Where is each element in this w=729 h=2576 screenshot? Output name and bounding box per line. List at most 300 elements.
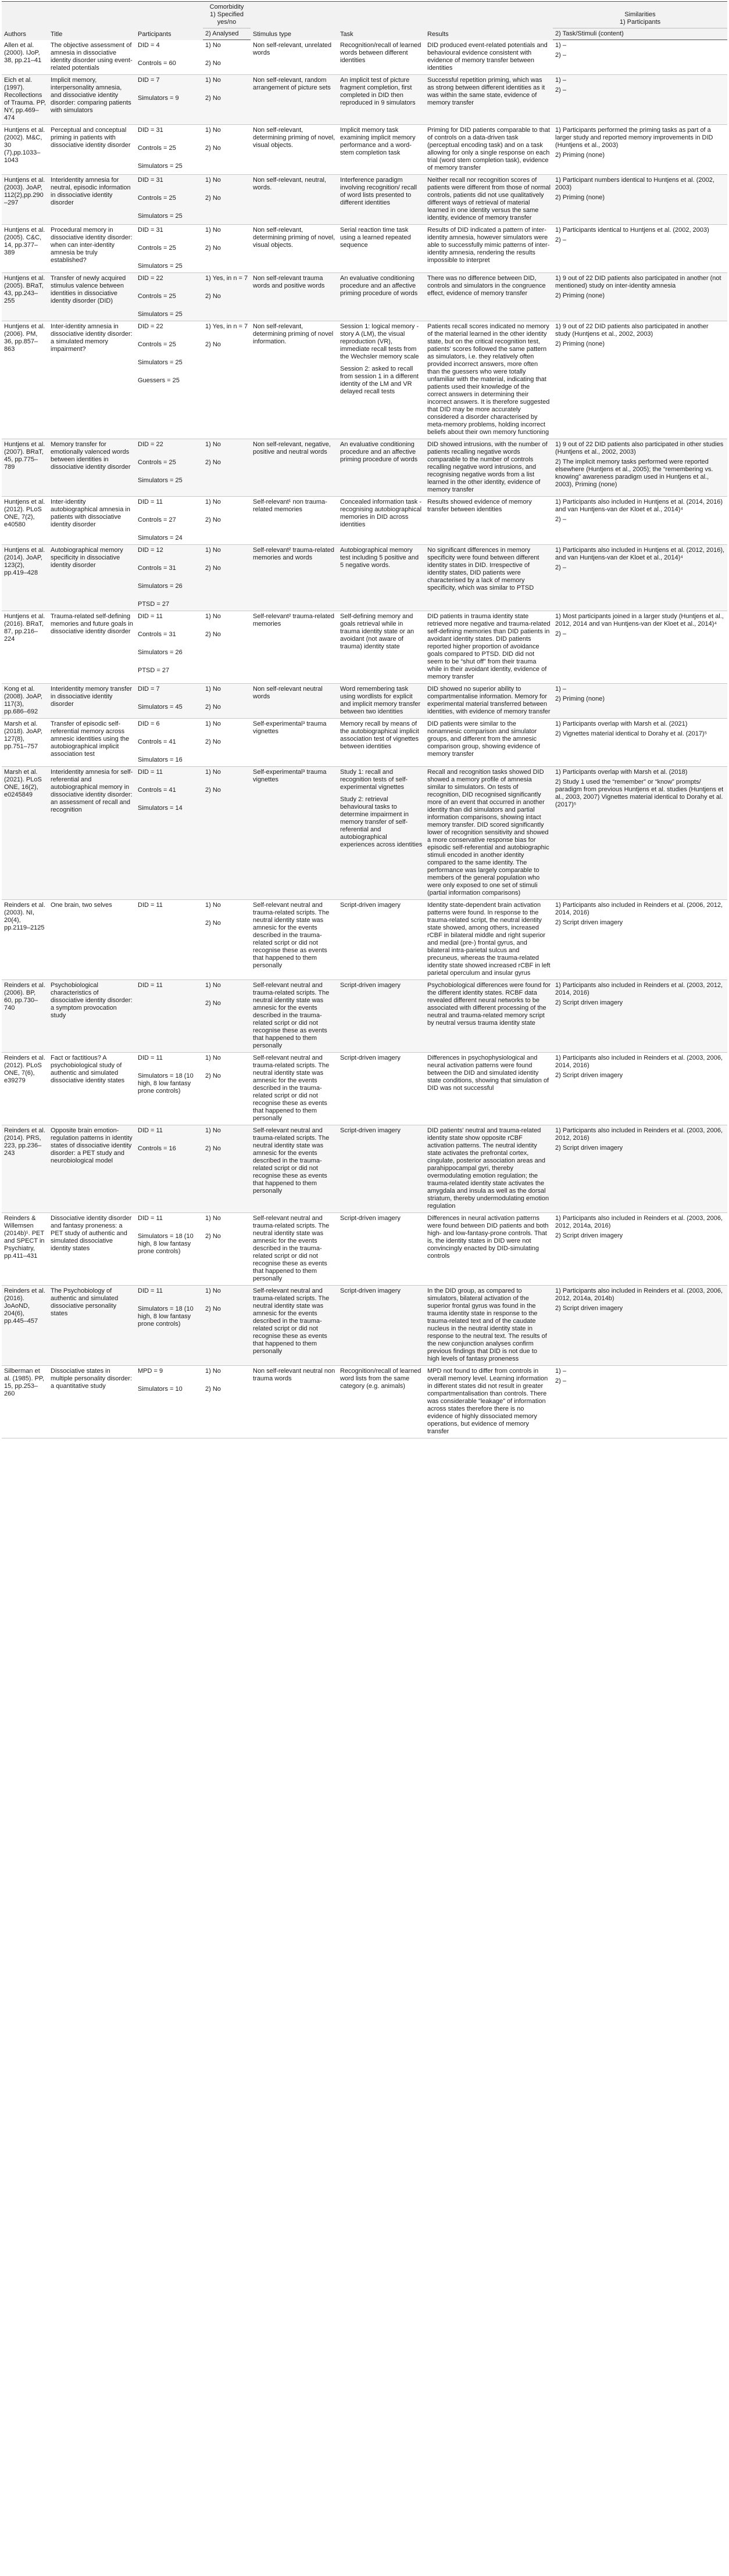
- cell-comorbidity: [203, 1285, 251, 1365]
- participant-group: DID = 11: [138, 1287, 163, 1294]
- comorbidity-value: 1) No: [205, 901, 221, 909]
- participant-group: Controls = 25: [138, 194, 176, 202]
- cell-task: [338, 124, 425, 174]
- similarity-item: 1) –: [555, 1367, 566, 1375]
- cell-comorbidity: [203, 718, 251, 766]
- participant-group: Simulators = 25: [138, 358, 183, 366]
- comorbidity-value: 2) No: [205, 999, 221, 1007]
- cell-stimulus: Self-relevant neutral and trauma-related scripts. The neutral identity state was amnesic for the events described in the trauma-related script or did not recognise these as events that happened to them personally: [251, 899, 338, 980]
- task-text: Recognition/recall of learned word lists from the same category (e.g. animals): [340, 1367, 421, 1390]
- task-text: Session 1: logical memory - story A (LM), the visual reproduction (VR), immediate recall tests from the Wechsler memory scale: [340, 322, 419, 360]
- similarity-item: 2) –: [555, 52, 566, 59]
- table-body: [2, 40, 727, 1438]
- cell-comorbidity: [203, 1052, 251, 1125]
- participant-group: DID = 11: [138, 981, 163, 989]
- participant-group: DID = 31: [138, 226, 163, 234]
- similarity-item: 2) Study 1 used the “remember” or “know” prompts/ paradigm from previous Huntjens et al. studies (Huntjens et al., 2003, 2007) Vignettes material identical to Dorahy et al. (2017)⁵: [555, 778, 724, 808]
- cell-results: [425, 980, 553, 1052]
- similarity-item: 2) Priming (none): [555, 292, 605, 299]
- cell-title: Memory transfer for emotionally valenced words between identities in dissociative identity disorder: [48, 439, 135, 496]
- similarity-item: 2) Priming (none): [555, 340, 605, 347]
- cell-stimulus: Non self-relevant, determining priming of novel, visual objects.: [251, 124, 338, 174]
- similarity-item: 1) Participants also included in Reinders et al. (2003, 2006, 2014, 2016): [555, 1054, 723, 1069]
- participant-group: Controls = 25: [138, 244, 176, 252]
- cell-authors: Marsh et al. (2021). PLoS ONE, 16(2), e0245849: [2, 766, 48, 899]
- result-text: Recall and recognition tasks showed DID showed a memory profile of amnesia similar to simulators. On tests of recognition, DID recognised significantly more of an event that occurred in another identity than did simulators and partial information comparisons, showing intact memory transfer. DID scored significantly lower of recognition sensitivity and showed a more conservative response bias for episodic self-referential and autobiographic stimuli encoded in another identity compared to the same identity. The performance was largely comparable to members of the general population who were only exposed to one set of stimuli (partial information comparisons): [427, 768, 549, 896]
- cell-task: [338, 544, 425, 611]
- result-text: Differences in neural activation patterns were found between DID patients and both high- and low-fantasy-prone controls. That is, the identity states in DID were not convincingly enacted by DID-simulating controls: [427, 1214, 549, 1260]
- task-text: Implicit memory task examining implicit memory performance and a word-stem completion task: [340, 126, 416, 156]
- cell-task: [338, 174, 425, 224]
- cell-comorbidity: [203, 980, 251, 1052]
- cell-authors: Eich et al. (1997). Recollections of Trauma. PP, NY, pp.469–474: [2, 74, 48, 124]
- participant-group: DID = 12: [138, 546, 163, 554]
- result-text: Identity state-dependent brain activation patterns were found. In response to the trauma-related script, the neutral identity state showed, among others, increased rCBF in bilateral middle and right superior and medial (pre-) frontal gyrus, and bilateral intra-parietal sulcus and precuneus, whereas the trauma-related identity state showed increased rCBF in left parietal operculum and insular gyrus: [427, 901, 551, 977]
- cell-stimulus: Self-relevant² trauma-related memories: [251, 611, 338, 683]
- cell-title: Procedural memory in dissociative identity disorder: when can inter-identity amnesia be truly established?: [48, 224, 135, 272]
- table-row: [2, 980, 727, 1052]
- cell-similarities: [553, 1365, 727, 1438]
- participant-group: DID = 22: [138, 274, 163, 282]
- cell-similarities: [553, 766, 727, 899]
- result-text: Differences in psychophysiological and neural activation patterns were found between the DID and simulated identity state conditions, showing that simulation of DID was not successful: [427, 1054, 549, 1092]
- result-text: Results of DID indicated a pattern of inter-identity amnesia, however simulators were able to successfully mimic patterns of inter-identity amnesia, rendering the results impossible to interpret: [427, 226, 550, 264]
- cell-authors: Marsh et al. (2018). JoAP, 127(8), pp.751–757: [2, 718, 48, 766]
- participant-group: Simulators = 26: [138, 648, 183, 656]
- cell-comorbidity: [203, 611, 251, 683]
- cell-task: [338, 1285, 425, 1365]
- similarity-item: 1) Participants also included in Reinders et al. (2003, 2006, 2012, 2016): [555, 1126, 723, 1142]
- cell-stimulus: Self-relevant neutral and trauma-related scripts. The neutral identity state was amnesic for the events described in the trauma-related script or did not recognise these as events that happened to them personally: [251, 980, 338, 1052]
- task-text: Script-driven imagery: [340, 1126, 401, 1134]
- comorbidity-value: 2) No: [205, 244, 221, 252]
- cell-authors: Kong et al. (2008). JoAP, 117(3), pp.686–692: [2, 683, 48, 718]
- cell-title: Interidentity memory transfer in dissociative identity disorder: [48, 683, 135, 718]
- cell-results: [425, 544, 553, 611]
- similarity-item: 2) Priming (none): [555, 695, 605, 702]
- task-text: Autobiographical memory test including 5 positive and 5 negative words.: [340, 546, 419, 569]
- comorbidity-value: 2) No: [205, 194, 221, 202]
- similarity-item: 1) Participants identical to Huntjens et al. (2002, 2003): [555, 226, 709, 234]
- similarity-item: 2) –: [555, 86, 566, 94]
- comorbidity-value: 1) No: [205, 76, 221, 84]
- similarity-item: 2) Priming (none): [555, 193, 605, 201]
- cell-results: [425, 40, 553, 75]
- result-text: DID showed intrusions, with the number of patients recalling negative words comparable to the number of controls recalling negative word intrusions, and recognising negative words from a list learned in the other identity, evidence of memory transfer: [427, 440, 548, 493]
- result-text: Successful repetition priming, which was as strong between different identities as it was within the same state, evidence of memory transfer: [427, 76, 545, 106]
- comorbidity-value: 1) No: [205, 1054, 221, 1061]
- task-text: An evaluative conditioning procedure and an affective priming procedure of words: [340, 440, 418, 463]
- cell-results: [425, 174, 553, 224]
- cell-results: [425, 124, 553, 174]
- task-text: Script-driven imagery: [340, 981, 401, 989]
- similarity-item: 2) Script driven imagery: [555, 1304, 623, 1312]
- participant-group: Simulators = 14: [138, 804, 183, 812]
- cell-stimulus: Self-experimental³ trauma vignettes: [251, 718, 338, 766]
- cell-participants: [135, 124, 203, 174]
- result-text: In the DID group, as compared to simulators, bilateral activation of the superior frontal gyrus was found in the trauma identity state in response to the trauma-related text and of the caudate nucleus in the neutral identity state in response to the neutral text. The results of the new conjunction analyses confirm previous findings that DID is not due to high levels of fantasy proneness: [427, 1287, 547, 1362]
- similarity-item: 1) 9 out of 22 DID patients also participated in other studies (Huntjens et al., 2002, 2003): [555, 440, 724, 455]
- cell-participants: [135, 683, 203, 718]
- comorbidity-value: 2) No: [205, 458, 221, 466]
- cell-authors: Reinders et al. (2016). JoAoND, 204(6), pp.445–457: [2, 1285, 48, 1365]
- comorbidity-value: 2) No: [205, 738, 221, 745]
- comorbidity-value: 2) No: [205, 703, 221, 711]
- participant-group: DID = 11: [138, 901, 163, 909]
- participant-group: Simulators = 10: [138, 1385, 183, 1393]
- cell-task: [338, 1212, 425, 1285]
- cell-title: One brain, two selves: [48, 899, 135, 980]
- cell-stimulus: Self-relevant neutral and trauma-related scripts. The neutral identity state was amnesic for the events described in the trauma-related script or did not recognise these as events that happened to them personally: [251, 1212, 338, 1285]
- similarity-item: 1) Participants also included in Reinders et al. (2006, 2012, 2014, 2016): [555, 901, 723, 916]
- comorbidity-value: 1) No: [205, 981, 221, 989]
- cell-results: [425, 272, 553, 321]
- participant-group: Simulators = 25: [138, 162, 183, 170]
- cell-stimulus: Self-experimental³ trauma vignettes: [251, 766, 338, 899]
- cell-authors: Huntjens et al. (2005). C&C, 14, pp.377–389: [2, 224, 48, 272]
- cell-participants: [135, 1285, 203, 1365]
- cell-task: [338, 718, 425, 766]
- cell-authors: Allen et al. (2000). IJoP, 38, pp.21–41: [2, 40, 48, 75]
- similarity-item: 2) Script driven imagery: [555, 919, 623, 926]
- cell-authors: Huntjens et al. (2014). JoAP, 123(2), pp.419–428: [2, 544, 48, 611]
- cell-comorbidity: [203, 174, 251, 224]
- participant-group: DID = 4: [138, 41, 160, 49]
- cell-results: [425, 1212, 553, 1285]
- comorbidity-value: 2) No: [205, 516, 221, 523]
- table-row: [2, 74, 727, 124]
- task-text: Script-driven imagery: [340, 1287, 401, 1294]
- participant-group: DID = 7: [138, 76, 160, 84]
- cell-stimulus: Non self-relevant, determining priming of novel information.: [251, 321, 338, 439]
- cell-stimulus: Non self-relevant, determining priming of novel, visual objects.: [251, 224, 338, 272]
- table-row: [2, 496, 727, 544]
- col-header-task: Task: [338, 2, 425, 40]
- cell-similarities: [553, 1285, 727, 1365]
- result-text: Patients recall scores indicated no memory of the material learned in the other identity state, but on the critical recognition test, patients' scores followed the same pattern as simulators, i.e. they relatively often provided incorrect answers, more often than the guessers who were totally unfamiliar with the material, indicating that patients used their knowledge of the correct answers in determining their incorrect answers. It is therefore suggested that DID may be more accurately considered a disorder characterised by meta-memory problems, holding incorrect beliefs about their own memory functioning: [427, 322, 550, 436]
- participant-group: Controls = 31: [138, 564, 176, 572]
- participant-group: Controls = 41: [138, 786, 176, 794]
- cell-task: [338, 496, 425, 544]
- cell-authors: Huntjens et al. (2003). JoAP, 112(2),pp.290–297: [2, 174, 48, 224]
- cell-similarities: [553, 683, 727, 718]
- comorbidity-value: 2) No: [205, 144, 221, 152]
- result-text: Neither recall nor recognition scores of patients were different from those of normal controls, patients did not use qualitatively different ways of retrieval of material learned in one identity versus the same identity, evidence of memory transfer: [427, 176, 551, 221]
- cell-similarities: [553, 124, 727, 174]
- cell-task: [338, 439, 425, 496]
- similarity-item: 1) Participants overlap with Marsh et al. (2021): [555, 720, 688, 727]
- cell-task: [338, 899, 425, 980]
- participant-group: Simulators = 25: [138, 262, 183, 270]
- participant-group: Controls = 25: [138, 144, 176, 152]
- comorbidity-value: 2) No: [205, 1232, 221, 1240]
- comorbidity-value: 1) No: [205, 1287, 221, 1294]
- cell-results: [425, 1365, 553, 1438]
- cell-stimulus: Self-relevant neutral and trauma-related scripts. The neutral identity state was amnesic for the events described in the trauma-related script or did not recognise these as events that happened to them personally: [251, 1285, 338, 1365]
- col-header-title: Title: [48, 2, 135, 40]
- cell-task: [338, 224, 425, 272]
- cell-participants: [135, 1365, 203, 1438]
- cell-title: Implicit memory, interpersonality amnesia, and dissociative identity disorder: comparing patients with simulators: [48, 74, 135, 124]
- participant-group: DID = 6: [138, 720, 160, 727]
- cell-title: Fact or factitious? A psychobiological study of authentic and simulated dissociative identity states: [48, 1052, 135, 1125]
- participant-group: Controls = 31: [138, 630, 176, 638]
- comorbidity-value: 2) No: [205, 60, 221, 67]
- similarity-item: 1) Participants also included in Reinders et al. (2003, 2012, 2014, 2016): [555, 981, 723, 996]
- table-row: [2, 174, 727, 224]
- cell-participants: [135, 174, 203, 224]
- cell-participants: [135, 766, 203, 899]
- cell-results: [425, 496, 553, 544]
- cell-task: [338, 321, 425, 439]
- similarity-item: 1) Participants also included in Reinders et al. (2003, 2006, 2012, 2014a, 2014b): [555, 1287, 723, 1302]
- result-text: DID showed no superior ability to compartmentalise information. Memory for experimental material transferred between identities, with evidence of memory transfer: [427, 685, 551, 715]
- cell-title: The objective assessment of amnesia in dissociative identity disorder using event-related potentials: [48, 40, 135, 75]
- table-row: [2, 224, 727, 272]
- result-text: No significant differences in memory specificity were found between different identity states in DID. Irrespective of identity states, DID patients were characterised by a lack of memory specificity, which was similar to PTSD: [427, 546, 539, 591]
- cell-participants: [135, 40, 203, 75]
- similarity-item: 2) Priming (none): [555, 151, 605, 159]
- similarity-item: 1) 9 out of 22 DID patients also participated in another (not mentioned) study on inter-identity amnesia: [555, 274, 721, 289]
- similarity-item: 1) Participants performed the priming tasks as part of a larger study and reported memory improvements in DID (Huntjens et al., 2003): [555, 126, 713, 149]
- cell-stimulus: Self-relevant neutral and trauma-related scripts. The neutral identity state was amnesic for the events described in the trauma-related script or did not recognise these as events that happened to them personally: [251, 1052, 338, 1125]
- comorbidity-value: 2) No: [205, 1385, 221, 1393]
- comorbidity-value: 2) No: [205, 1305, 221, 1312]
- participant-group: DID = 7: [138, 685, 160, 693]
- cell-title: Interidentity amnesia for self-referential and autobiographical memory in dissociative identity disorder: an assessment of recall and recognition: [48, 766, 135, 899]
- cell-task: [338, 683, 425, 718]
- table-row: [2, 272, 727, 321]
- cell-similarities: [553, 496, 727, 544]
- table-row: [2, 1052, 727, 1125]
- cell-participants: [135, 496, 203, 544]
- task-text: An implicit test of picture fragment completion, first completed in DID then reproduced in 9 simulators: [340, 76, 416, 106]
- cell-similarities: [553, 224, 727, 272]
- cell-task: [338, 611, 425, 683]
- cell-similarities: [553, 1052, 727, 1125]
- participant-group: Controls = 25: [138, 340, 176, 348]
- task-text: Concealed information task - recognising autobiographical memories in DID across identities: [340, 498, 422, 528]
- participant-group: Simulators = 25: [138, 212, 183, 220]
- similarity-item: 1) –: [555, 76, 566, 84]
- cell-authors: Huntjens et al. (2005). BRaT, 43, pp.243–255: [2, 272, 48, 321]
- cell-task: [338, 40, 425, 75]
- similarity-item: 2) Script driven imagery: [555, 999, 623, 1006]
- cell-participants: [135, 611, 203, 683]
- table-row: [2, 683, 727, 718]
- table-row: [2, 1212, 727, 1285]
- participant-group: Controls = 25: [138, 458, 176, 466]
- participant-group: DID = 11: [138, 498, 163, 505]
- result-text: DID patients were similar to the nonamnesic comparison and simulator groups, and different from the amnesic comparison group, showing evidence of memory transfer: [427, 720, 540, 758]
- cell-comorbidity: [203, 272, 251, 321]
- cell-similarities: [553, 980, 727, 1052]
- cell-similarities: [553, 439, 727, 496]
- cell-comorbidity: [203, 544, 251, 611]
- cell-participants: [135, 439, 203, 496]
- task-text: Self-defining memory and goals retrieval while in trauma identity state or an avoidant (not aware of trauma) identity state: [340, 612, 414, 650]
- cell-authors: Reinders et al. (2006). BP, 60, pp.730–740: [2, 980, 48, 1052]
- participant-group: Controls = 60: [138, 59, 176, 67]
- cell-task: [338, 1052, 425, 1125]
- comorbidity-value: 1) No: [205, 546, 221, 554]
- comorbidity-value: 1) No: [205, 768, 221, 776]
- cell-title: Inter-identity autobiographical amnesia in patients with dissociative identity disorder: [48, 496, 135, 544]
- comorbidity-specified-label: 1) Specified yes/no: [209, 11, 244, 26]
- cell-participants: [135, 272, 203, 321]
- col-header-similarities: [553, 2, 727, 28]
- cell-title: Perceptual and conceptual priming in patients with dissociative identity disorder: [48, 124, 135, 174]
- cell-results: [425, 718, 553, 766]
- table-row: [2, 718, 727, 766]
- cell-similarities: [553, 40, 727, 75]
- cell-authors: Reinders et al. (2003). NI, 20(4), pp.2119–2125: [2, 899, 48, 980]
- participant-group: Controls = 41: [138, 738, 176, 745]
- task-text: Interference paradigm involving recognition/ recall of word lists presented to different identities: [340, 176, 417, 206]
- col-header-stimulus: Stimulus type: [251, 2, 338, 40]
- task-text: Memory recall by means of the autobiographical implicit association test of vignettes between identities: [340, 720, 419, 750]
- cell-similarities: [553, 611, 727, 683]
- cell-title: Transfer of newly acquired stimulus valence between identities in dissociative identity disorder (DID): [48, 272, 135, 321]
- cell-task: [338, 272, 425, 321]
- task-text: Script-driven imagery: [340, 1214, 401, 1222]
- cell-authors: Reinders & Willemsen (2014b)¹. PET and SPECT in Psychiatry, pp.411–431: [2, 1212, 48, 1285]
- similarity-item: 1) Participants also included in Huntjens et al. (2014, 2016) and van Huntjens-van der Kloet et al., 2014)⁴: [555, 498, 723, 513]
- similarity-item: 1) Participant numbers identical to Huntjens et al. (2002, 2003): [555, 176, 714, 191]
- similarity-item: 1) Participants also included in Reinders et al. (2003, 2006, 2012, 2014a, 2016): [555, 1214, 723, 1229]
- cell-stimulus: Non self-relevant, unrelated words: [251, 40, 338, 75]
- similarity-item: 1) Participants also included in Huntjens et al. (2012, 2016), and van Huntjens-van der Kloet et al., 2014)⁴: [555, 546, 725, 561]
- cell-participants: [135, 718, 203, 766]
- comorbidity-value: 1) No: [205, 1367, 221, 1375]
- cell-comorbidity: [203, 1212, 251, 1285]
- cell-participants: [135, 1125, 203, 1212]
- cell-participants: [135, 224, 203, 272]
- participant-group: PTSD = 27: [138, 600, 170, 608]
- table-row: [2, 544, 727, 611]
- cell-results: [425, 321, 553, 439]
- participant-group: Simulators = 26: [138, 582, 183, 590]
- similarity-item: 1) –: [555, 42, 566, 49]
- participant-group: Controls = 27: [138, 516, 176, 523]
- task-text: An evaluative conditioning procedure and an affective priming procedure of words: [340, 274, 418, 297]
- similarity-item: 1) Most participants joined in a larger study (Huntjens et al., 2012, 2014 and van Huntjens-van der Kloet et al., 2014)⁴: [555, 612, 724, 627]
- participant-group: DID = 22: [138, 440, 163, 448]
- comorbidity-value: 1) No: [205, 440, 221, 448]
- cell-stimulus: Self-relevant² trauma-related memories and words: [251, 544, 338, 611]
- similarities-group-label: Similarities: [624, 11, 656, 18]
- comorbidity-value: 1) No: [205, 176, 221, 184]
- participant-group: Simulators = 25: [138, 476, 183, 484]
- col-header-authors: Authors: [2, 2, 48, 40]
- cell-results: [425, 74, 553, 124]
- comorbidity-value: 1) No: [205, 1214, 221, 1222]
- cell-participants: [135, 1212, 203, 1285]
- table-header: [2, 2, 727, 40]
- cell-similarities: [553, 544, 727, 611]
- participant-group: Controls = 16: [138, 1145, 176, 1152]
- comorbidity-group-label: Comorbidity: [209, 3, 244, 10]
- comorbidity-value: 1) No: [205, 42, 221, 49]
- comorbidity-value: 1) No: [205, 126, 221, 134]
- cell-comorbidity: [203, 224, 251, 272]
- cell-title: Dissociative identity disorder and fantasy proneness: a PET study of authentic and simulated dissociative identity states: [48, 1212, 135, 1285]
- cell-results: [425, 683, 553, 718]
- participant-group: DID = 22: [138, 322, 163, 330]
- cell-comorbidity: [203, 766, 251, 899]
- comorbidity-value: 2) No: [205, 1145, 221, 1152]
- cell-results: [425, 224, 553, 272]
- cell-results: [425, 766, 553, 899]
- cell-stimulus: Non self-relevant, random arrangement of picture sets: [251, 74, 338, 124]
- cell-stimulus: Non self-relevant neutral words: [251, 683, 338, 718]
- cell-comorbidity: [203, 40, 251, 75]
- table-row: [2, 899, 727, 980]
- cell-results: [425, 1052, 553, 1125]
- participant-group: Simulators = 18 (10 high, 8 low fantasy prone controls): [138, 1072, 194, 1095]
- similarity-item: 2) Script driven imagery: [555, 1232, 623, 1239]
- participant-group: Guessers = 25: [138, 376, 180, 384]
- cell-title: Inter-identity amnesia in dissociative identity disorder: a simulated memory impairment?: [48, 321, 135, 439]
- similarity-item: 2) Script driven imagery: [555, 1144, 623, 1151]
- col-header-results: Results: [425, 2, 553, 40]
- col-header-participants: Participants: [135, 2, 203, 40]
- comorbidity-value: 1) No: [205, 720, 221, 727]
- result-text: Priming for DID patients comparable to that of controls on a data-driven task (perceptual encoding task) and on a task allowing for only a single response on each trial (word stem completion task), evidence of memory transfer: [427, 126, 550, 171]
- cell-results: [425, 439, 553, 496]
- similarity-item: 1) –: [555, 685, 566, 693]
- cell-authors: Reinders et al. (2012). PLoS ONE, 7(6), e39279: [2, 1052, 48, 1125]
- participant-group: Controls = 25: [138, 292, 176, 300]
- cell-results: [425, 1125, 553, 1212]
- table-row: [2, 40, 727, 75]
- cell-participants: [135, 321, 203, 439]
- table-row: [2, 439, 727, 496]
- cell-authors: Huntjens et al. (2012). PLoS ONE, 7(2), e40580: [2, 496, 48, 544]
- comorbidity-value: 1) No: [205, 612, 221, 620]
- similarities-participants-label: 1) Participants: [619, 19, 661, 26]
- cell-title: The Psychobiology of authentic and simulated dissociative personality states: [48, 1285, 135, 1365]
- comorbidity-value: 2) No: [205, 919, 221, 927]
- cell-results: [425, 611, 553, 683]
- cell-task: [338, 1365, 425, 1438]
- cell-stimulus: Non self-relevant neutral non trauma words: [251, 1365, 338, 1438]
- cell-task: [338, 980, 425, 1052]
- cell-similarities: [553, 1125, 727, 1212]
- cell-participants: [135, 74, 203, 124]
- cell-authors: Huntjens et al. (2006). PM, 36, pp.857–863: [2, 321, 48, 439]
- col-header-comorbidity: [203, 2, 251, 28]
- task-text: Session 2: asked to recall from session 1 in a different identity of the LM and VR delayed recall tests: [340, 365, 419, 395]
- participant-group: DID = 31: [138, 176, 163, 184]
- comorbidity-value: 2) No: [205, 292, 221, 300]
- cell-similarities: [553, 174, 727, 224]
- similarity-item: 2) Script driven imagery: [555, 1071, 623, 1079]
- participant-group: MPD = 9: [138, 1367, 163, 1375]
- participant-group: Simulators = 25: [138, 310, 183, 318]
- participant-group: Simulators = 16: [138, 756, 183, 763]
- task-text: Script-driven imagery: [340, 901, 401, 909]
- table-row: [2, 321, 727, 439]
- cell-similarities: [553, 321, 727, 439]
- cell-stimulus: Non self-relevant trauma words and positive words: [251, 272, 338, 321]
- cell-title: Psychobiological characteristics of dissociative identity disorder: a symptom provocation study: [48, 980, 135, 1052]
- table-row: [2, 1125, 727, 1212]
- participant-group: DID = 11: [138, 1054, 163, 1061]
- task-text: Study 2: retrieval behavioural tasks to determine impairment in memory transfer of self-referential and autobiographical experiences across identities: [340, 795, 423, 848]
- cell-task: [338, 74, 425, 124]
- cell-task: [338, 1125, 425, 1212]
